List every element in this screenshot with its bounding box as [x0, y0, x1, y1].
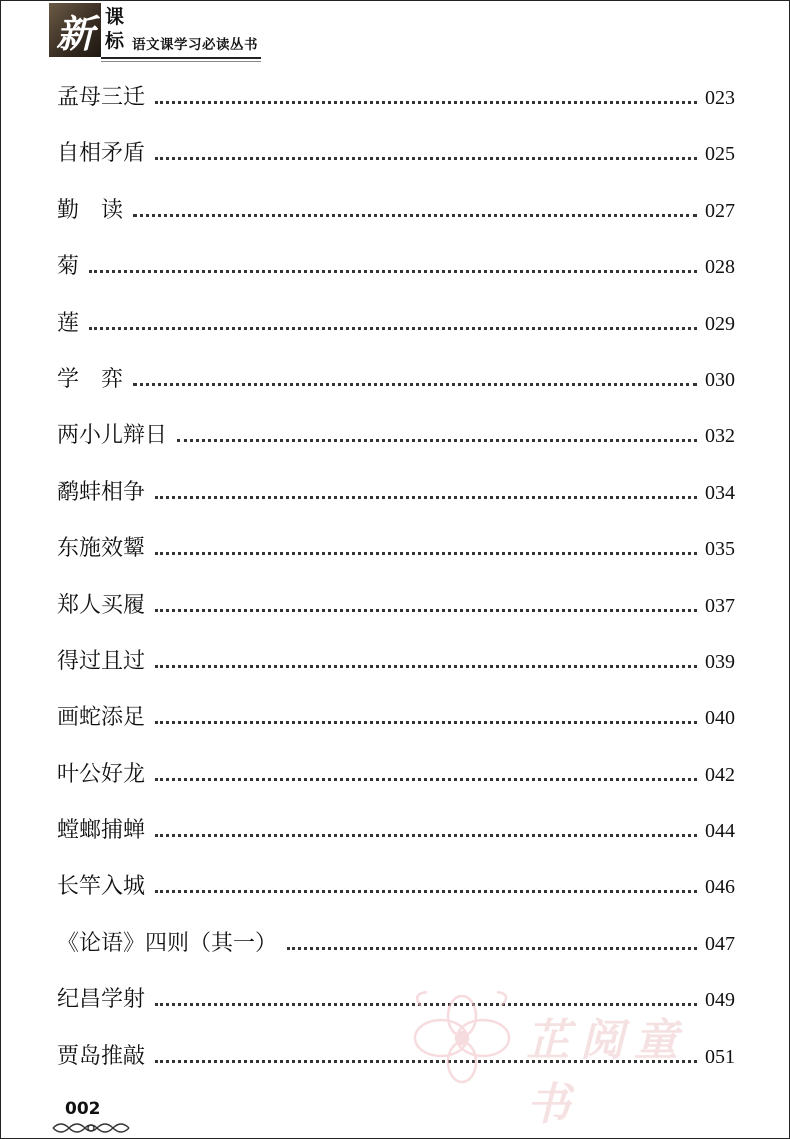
toc-dot-leader [133, 214, 697, 217]
toc-entry-page: 051 [705, 1045, 735, 1068]
logo-char: 新 [55, 10, 94, 56]
toc-entry-page: 042 [705, 763, 735, 786]
toc-dot-leader [155, 496, 697, 499]
toc-entry-title: 贾岛推敲 [57, 1043, 146, 1069]
toc-entry-page: 046 [705, 876, 735, 899]
toc-entry-title: 菊 [57, 254, 80, 280]
logo-side-char-1: 课 [105, 6, 125, 28]
toc-entry [57, 977, 735, 1033]
toc-entry-page: 034 [705, 481, 735, 504]
toc-entry-title: 画蛇添足 [57, 705, 146, 731]
toc-entry-title: 得过且过 [57, 648, 146, 674]
header-rule-thin [101, 61, 261, 62]
toc-entry-page: 029 [705, 312, 735, 335]
toc-entry-title: 莲 [57, 310, 80, 336]
logo-side-text [105, 5, 129, 53]
toc-entry [57, 526, 735, 582]
toc-entry-page: 040 [705, 707, 735, 730]
toc-entry [57, 1034, 735, 1090]
toc-entry-page: 023 [705, 87, 735, 109]
watermark-text: 芷阅童书 [526, 1015, 688, 1130]
toc-entry-title: 螳螂捕蝉 [57, 818, 146, 844]
toc-entry-page: 039 [705, 650, 735, 673]
toc-dot-leader [155, 778, 697, 781]
toc-entry-page: 027 [705, 199, 735, 222]
toc-entry-title: 两小儿辩日 [57, 423, 168, 449]
toc-entry-title: 纪昌学射 [57, 987, 146, 1013]
toc-dot-leader [155, 890, 697, 893]
toc-dot-leader [133, 383, 697, 386]
toc-entry-title: 东施效颦 [57, 536, 146, 562]
toc-dot-leader [89, 327, 697, 330]
toc-entry-title: 叶公好龙 [57, 761, 146, 787]
page-header [11, 3, 331, 65]
toc-entry-title: 自相矛盾 [57, 141, 146, 167]
toc-dot-leader [177, 439, 697, 442]
toc-entry-title: 郑人买履 [57, 592, 146, 618]
toc-dot-leader [155, 157, 697, 160]
toc-entry-page: 032 [705, 425, 735, 448]
logo-side-char-2: 标 [105, 30, 125, 52]
toc-entry-title: 《论语》四则（其一） [57, 930, 278, 956]
page-number: 002 [65, 1099, 101, 1119]
series-logo [49, 3, 101, 57]
toc-entry [57, 357, 735, 413]
toc-entry [57, 244, 735, 300]
toc-entry [57, 470, 735, 526]
toc-dot-leader [155, 665, 697, 668]
toc-dot-leader [89, 270, 697, 273]
toc-entry-title: 长竿入城 [57, 874, 146, 900]
toc-dot-leader [155, 721, 697, 724]
toc-dot-leader [155, 1060, 697, 1063]
toc-entry [57, 864, 735, 920]
toc-entry [57, 75, 735, 131]
toc-entry [57, 301, 735, 357]
toc-entry-title: 勤 读 [57, 197, 124, 223]
toc-dot-leader [155, 101, 697, 104]
toc-entry [57, 808, 735, 864]
toc-entry-page: 035 [705, 538, 735, 561]
toc-entry-page: 044 [705, 820, 735, 843]
toc-entry [57, 188, 735, 244]
toc-dot-leader [155, 609, 697, 612]
toc-dot-leader [155, 834, 697, 837]
toc-entry-title: 学 弈 [57, 366, 124, 392]
toc-entry [57, 921, 735, 977]
toc-entry-title: 鹬蚌相争 [57, 479, 146, 505]
toc-entry-title: 孟母三迁 [57, 85, 146, 110]
toc-entry [57, 695, 735, 751]
toc-entry-page: 047 [705, 932, 735, 955]
header-rule [101, 57, 261, 59]
toc-entry-page: 030 [705, 368, 735, 391]
toc-entry-page: 037 [705, 594, 735, 617]
toc-entry-page: 049 [705, 989, 735, 1012]
toc-entry [57, 131, 735, 187]
toc-entry [57, 639, 735, 695]
table-of-contents [57, 75, 735, 1090]
toc-entry [57, 413, 735, 469]
toc-entry [57, 752, 735, 808]
toc-dot-leader [287, 947, 697, 950]
series-title: 语文课学习必读丛书 [132, 37, 258, 53]
toc-entry-page: 025 [705, 143, 735, 166]
toc-dot-leader [155, 552, 697, 555]
toc-entry-page: 028 [705, 256, 735, 279]
toc-entry [57, 583, 735, 639]
footer-ornament-icon [51, 1119, 131, 1137]
toc-dot-leader [155, 1003, 697, 1006]
